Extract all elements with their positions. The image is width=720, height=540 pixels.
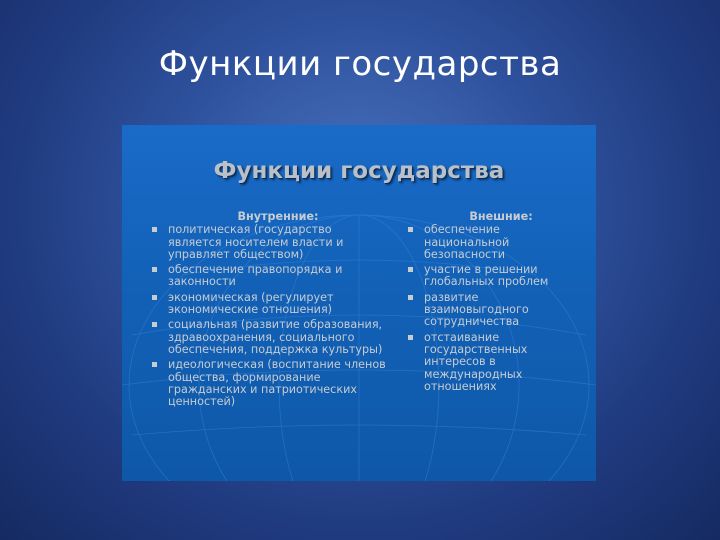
external-functions-column	[404, 211, 580, 396]
external-functions-heading: Внешние:	[469, 210, 533, 223]
list-item: обеспечение правопорядка и законности	[148, 264, 388, 289]
list-item: политическая (государство является носителем власти и управляет обществом)	[148, 224, 388, 261]
internal-functions-column	[148, 211, 388, 411]
bullet-icon	[152, 295, 157, 300]
bullet-icon	[152, 227, 157, 232]
list-item: экономическая (регулирует экономические отношения)	[148, 292, 388, 317]
internal-functions-heading: Внутренние:	[237, 210, 319, 223]
list-item: социальная (развитие образования, здравоохранения, социального обеспечения, поддержка культуры)	[148, 319, 388, 356]
bullet-icon	[408, 227, 413, 232]
bullet-icon	[408, 295, 413, 300]
list-item: обеспечение национальной безопасности	[404, 224, 580, 261]
bullet-icon	[408, 335, 413, 340]
content-image-panel	[122, 125, 596, 481]
list-item: идеологическая (воспитание членов общества, формирование гражданских и патриотических ценностей)	[148, 359, 388, 408]
bullet-icon	[152, 362, 157, 367]
list-item: отстаивание государственных интересов в международных отношениях	[404, 332, 580, 393]
bullet-icon	[152, 267, 157, 272]
panel-title: Функции государства	[213, 158, 505, 184]
list-item: развитие взаимовыгодного сотрудничества	[404, 292, 580, 329]
list-item: участие в решении глобальных проблем	[404, 264, 580, 289]
bullet-icon	[152, 322, 157, 327]
bullet-icon	[408, 267, 413, 272]
slide-title: Функции государства	[158, 44, 562, 84]
